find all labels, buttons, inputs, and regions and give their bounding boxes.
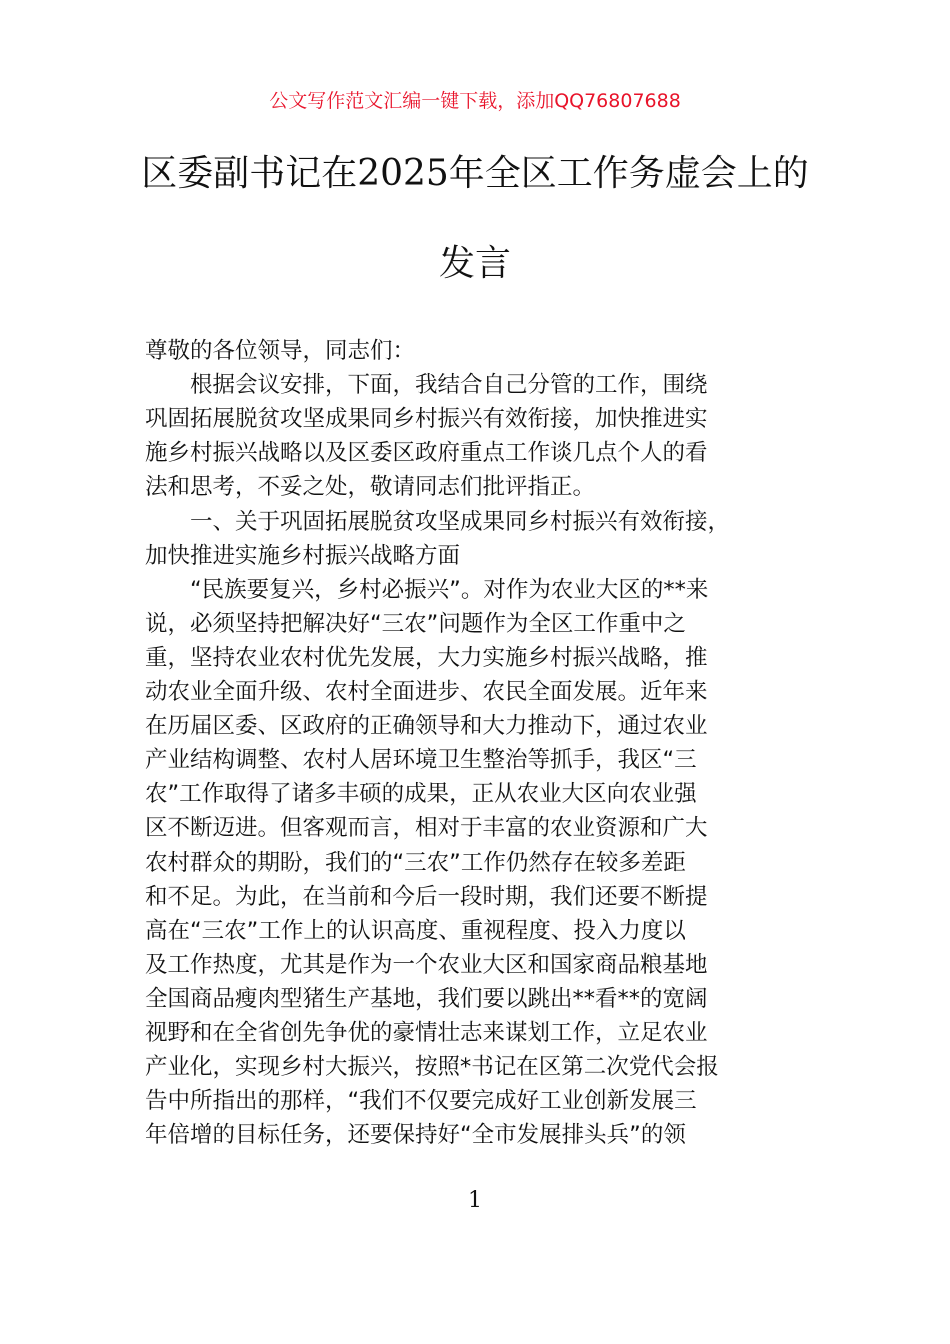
body-line: 及工作热度，尤其是作为一个农业大区和国家商品粮基地 [145,951,708,978]
body-line: 法和思考，不妥之处，敬请同志们批评指正。 [145,474,596,501]
document-title-line-1: 区委副书记在2025年全区工作务虚会上的 [141,153,809,194]
body-line: 年倍增的目标任务，还要保持好“全市发展排头兵”的领 [145,1122,686,1149]
body-line: 加快推进实施乡村振兴战略方面 [145,542,461,569]
download-banner: 公文写作范文汇编一键下载，添加QQ76807688 [269,90,681,112]
body-line: 产业化，实现乡村大振兴，按照*书记在区第二次党代会报 [145,1054,719,1081]
body-line: 农”工作取得了诸多丰硕的成果，正从农业大区向农业强 [145,781,697,808]
body-line: 区不断迈进。但客观而言，相对于丰富的农业资源和广大 [145,815,708,842]
page-number: 1 [468,1188,482,1213]
body-line: 重，坚持农业农村优先发展，大力实施乡村振兴战略，推 [145,644,708,671]
document-title-line-2: 发言 [438,243,511,284]
body-line: 动农业全面升级、农村全面进步、农民全面发展。近年来 [145,679,708,705]
body-line: 告中所指出的那样，“我们不仅要完成好工业创新发展三 [145,1088,697,1115]
body-line: 视野和在全省创先争优的豪情壮志来谋划工作，立足农业 [145,1020,708,1046]
body-line: 全国商品瘦肉型猪生产基地，我们要以跳出**看**的宽阔 [145,985,708,1012]
body-line: 尊敬的各位领导，同志们： [145,338,416,364]
body-line: 根据会议安排，下面，我结合自己分管的工作，围绕 [145,372,708,399]
body-line: 一、关于巩固拓展脱贫攻坚成果同乡村振兴有效衔接， [145,508,731,535]
body-line: 农村群众的期盼，我们的“三农”工作仍然存在较多差距 [145,849,686,876]
body-line: 产业结构调整、农村人居环境卫生整治等抓手，我区“三 [145,747,697,774]
body-line: “民族要复兴，乡村必振兴”。对作为农业大区的**来 [145,576,709,603]
body-line: 施乡村振兴战略以及区委区政府重点工作谈几点个人的看 [145,440,708,467]
body-line: 巩固拓展脱贫攻坚成果同乡村振兴有效衔接，加快推进实 [145,406,708,433]
body-line: 高在“三农”工作上的认识高度、重视程度、投入力度以 [145,917,686,944]
body-line: 和不足。为此，在当前和今后一段时期，我们还要不断提 [145,883,708,910]
body-line: 在历届区委、区政府的正确领导和大力推动下，通过农业 [145,713,708,740]
body-line: 说，必须坚持把解决好“三农”问题作为全区工作重中之 [145,610,686,637]
